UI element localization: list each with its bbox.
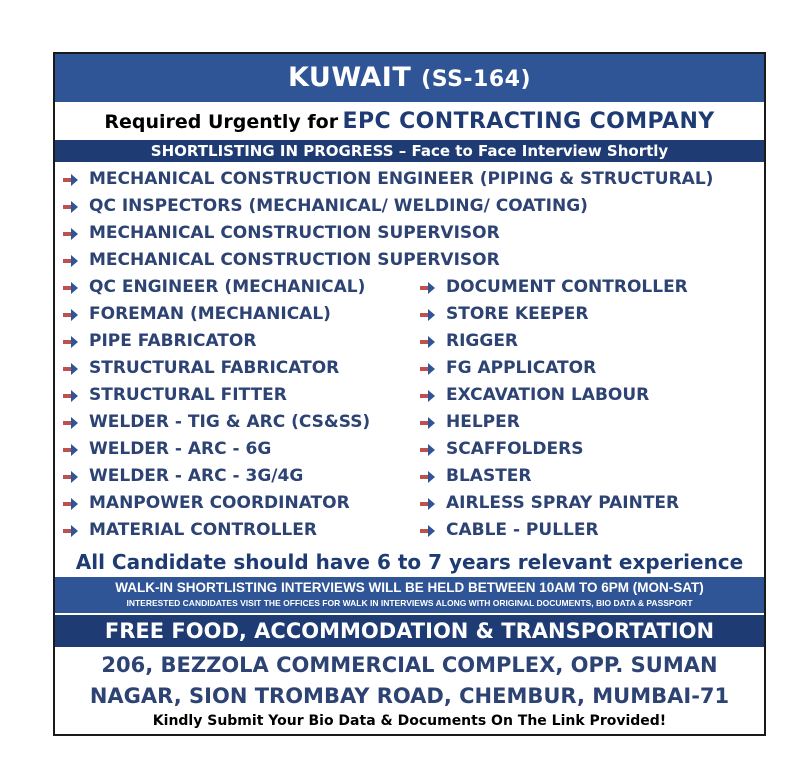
- arrow-bullet-icon: [420, 463, 446, 490]
- job-title: STORE KEEPER: [446, 304, 589, 324]
- job-title: FG APPLICATOR: [446, 358, 597, 378]
- job-title: STRUCTURAL FABRICATOR: [89, 358, 340, 378]
- job-title: WELDER - ARC - 3G/4G: [89, 466, 304, 486]
- job-item: [63, 166, 713, 193]
- job-title: MATERIAL CONTROLLER: [89, 520, 317, 540]
- title-bar: [55, 54, 764, 102]
- job-item: [63, 247, 500, 274]
- job-title: PIPE FABRICATOR: [89, 331, 257, 351]
- job-item: [63, 301, 331, 328]
- job-title: FOREMAN (MECHANICAL): [89, 304, 331, 324]
- company-name: EPC CONTRACTING COMPANY: [342, 109, 715, 134]
- arrow-bullet-icon: [63, 166, 89, 193]
- address-line-2: NAGAR, SION TROMBAY ROAD, CHEMBUR, MUMBAI-71: [89, 684, 730, 708]
- arrow-bullet-icon: [63, 490, 89, 517]
- job-item: [63, 382, 287, 409]
- status-banner: SHORTLISTING IN PROGRESS – Face to Face Interview Shortly: [55, 140, 764, 162]
- arrow-bullet-icon: [420, 328, 446, 355]
- experience-requirement: All Candidate should have 6 to 7 years relevant experience: [75, 550, 744, 574]
- job-title: QC ENGINEER (MECHANICAL): [89, 277, 366, 297]
- job-item: [63, 490, 350, 517]
- perks-banner: FREE FOOD, ACCOMMODATION & TRANSPORTATION: [55, 615, 764, 647]
- job-item: [420, 328, 518, 355]
- subtitle-lead: Required Urgently for: [104, 111, 339, 133]
- arrow-bullet-icon: [63, 517, 89, 544]
- subtitle: [55, 106, 764, 138]
- job-item: [420, 301, 588, 328]
- arrow-bullet-icon: [63, 220, 89, 247]
- job-title: HELPER: [446, 412, 520, 432]
- address-line-1: 206, BEZZOLA COMMERCIAL COMPLEX, OPP. SUMAN: [101, 653, 718, 677]
- walkin-main-text: WALK-IN SHORTLISTING INTERVIEWS WILL BE HELD BETWEEN 10AM TO 6PM (MON-SAT): [115, 580, 704, 595]
- job-title: QC INSPECTORS (MECHANICAL/ WELDING/ COATING): [89, 196, 588, 216]
- job-item: [63, 274, 365, 301]
- arrow-bullet-icon: [63, 355, 89, 382]
- job-item: [63, 517, 317, 544]
- job-item: [420, 409, 520, 436]
- job-item: [63, 193, 588, 220]
- arrow-bullet-icon: [63, 409, 89, 436]
- job-title: RIGGER: [446, 331, 519, 351]
- arrow-bullet-icon: [420, 382, 446, 409]
- arrow-bullet-icon: [63, 301, 89, 328]
- job-item: [420, 490, 679, 517]
- job-item: [420, 355, 596, 382]
- job-title: MANPOWER COORDINATOR: [89, 493, 350, 513]
- arrow-bullet-icon: [420, 355, 446, 382]
- country-title: KUWAIT: [287, 62, 412, 93]
- job-poster: [53, 52, 766, 736]
- arrow-bullet-icon: [63, 247, 89, 274]
- job-title: DOCUMENT CONTROLLER: [446, 277, 688, 297]
- footer-note: Kindly Submit Your Bio Data & Documents On The Link Provided!: [152, 713, 667, 729]
- job-item: [63, 409, 370, 436]
- reference-code: (SS-164): [421, 67, 532, 92]
- job-item: [420, 517, 599, 544]
- job-title: EXCAVATION LABOUR: [446, 385, 650, 405]
- arrow-bullet-icon: [63, 274, 89, 301]
- job-title: MECHANICAL CONSTRUCTION SUPERVISOR: [89, 250, 500, 270]
- job-title: CABLE - PULLER: [446, 520, 599, 540]
- arrow-bullet-icon: [420, 274, 446, 301]
- arrow-bullet-icon: [63, 193, 89, 220]
- job-title: MECHANICAL CONSTRUCTION SUPERVISOR: [89, 223, 500, 243]
- job-item: [420, 382, 649, 409]
- job-title: STRUCTURAL FITTER: [89, 385, 287, 405]
- arrow-bullet-icon: [63, 463, 89, 490]
- arrow-bullet-icon: [63, 382, 89, 409]
- job-item: [63, 355, 339, 382]
- office-address: [55, 650, 764, 712]
- arrow-bullet-icon: [63, 436, 89, 463]
- walkin-banner: [55, 577, 764, 613]
- arrow-bullet-icon: [420, 490, 446, 517]
- job-item: [63, 328, 256, 355]
- walkin-sub-text: INTERESTED CANDIDATES VISIT THE OFFICES FOR WALK IN INTERVIEWS ALONG WITH ORIGINAL DOCUMENTS, BIO DATA & PASSPORT: [126, 598, 693, 608]
- job-title: MECHANICAL CONSTRUCTION ENGINEER (PIPING & STRUCTURAL): [89, 169, 714, 189]
- job-title: AIRLESS SPRAY PAINTER: [446, 493, 680, 513]
- job-title: BLASTER: [446, 466, 532, 486]
- arrow-bullet-icon: [63, 328, 89, 355]
- arrow-bullet-icon: [420, 436, 446, 463]
- job-title: SCAFFOLDERS: [446, 439, 584, 459]
- arrow-bullet-icon: [420, 301, 446, 328]
- job-item: [420, 436, 583, 463]
- job-item: [420, 274, 688, 301]
- job-item: [420, 463, 532, 490]
- arrow-bullet-icon: [420, 517, 446, 544]
- arrow-bullet-icon: [420, 409, 446, 436]
- job-item: [63, 436, 271, 463]
- job-item: [63, 220, 500, 247]
- job-title: WELDER - TIG & ARC (CS&SS): [89, 412, 371, 432]
- job-item: [63, 463, 303, 490]
- job-title: WELDER - ARC - 6G: [89, 439, 272, 459]
